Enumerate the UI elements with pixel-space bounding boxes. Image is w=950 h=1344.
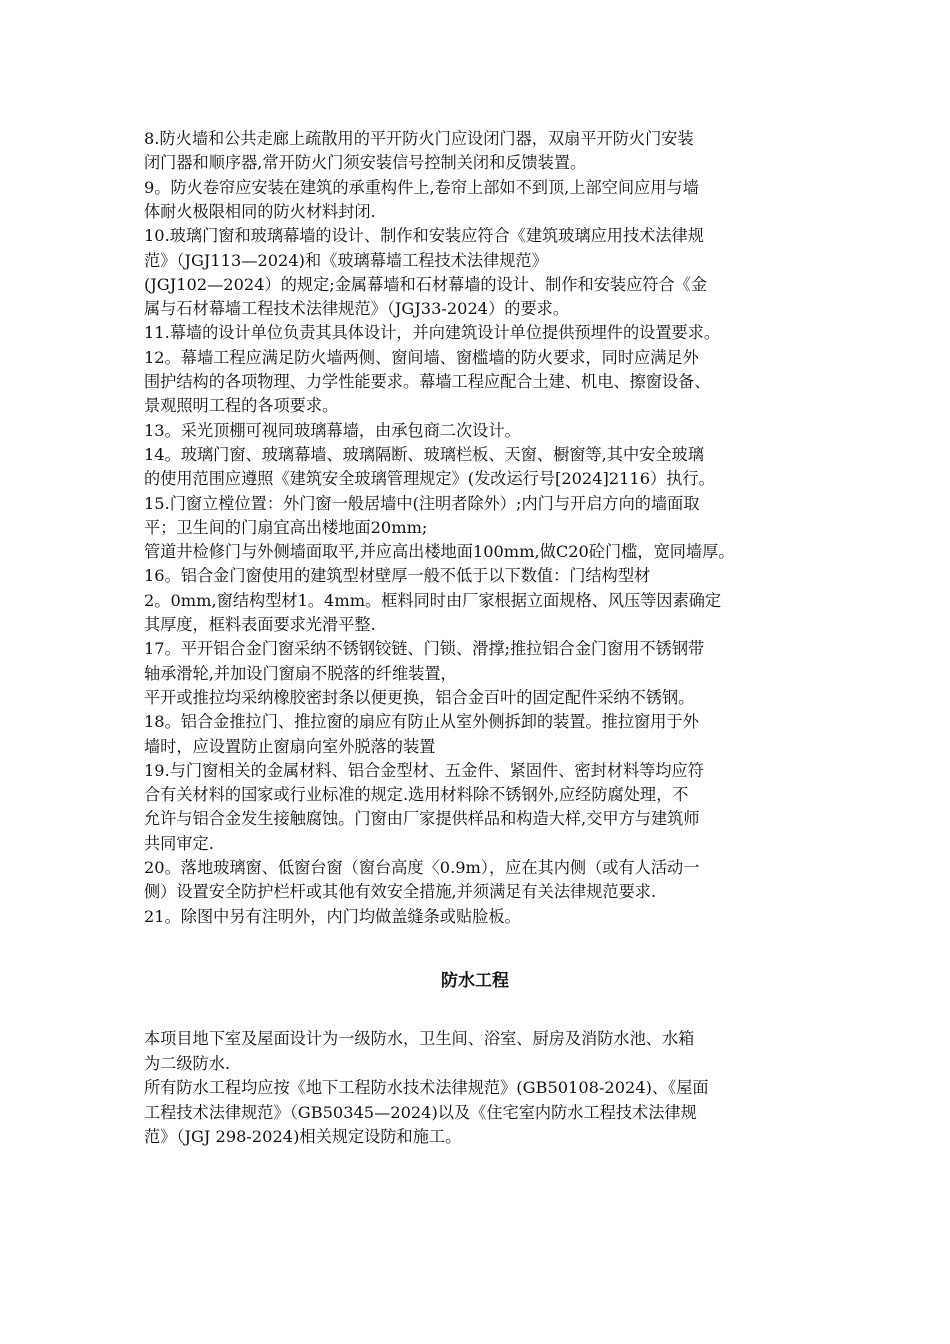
note-line: (JGJ102—2024）的规定;金属幕墙和石材幕墙的设计、制作和安装应符合《金 xyxy=(144,274,708,294)
note-line: 16。铝合金门窗使用的建筑型材壁厚一般不低于以下数值：门结构型材 xyxy=(144,566,651,586)
note-line: 18。铝合金推拉门、推拉窗的扇应有防止从室外侧拆卸的装置。推拉窗用于外 xyxy=(144,712,699,732)
note-line: 闭门器和顺序器,常开防火门须安装信号控制关闭和反馈装置。 xyxy=(144,153,587,173)
waterproofing-line: 范》（JGJ 298-2024)相关规定设防和施工。 xyxy=(144,1127,462,1146)
note-line: 轴承滑轮,并加设门窗扇不脱落的纤维装置， xyxy=(144,663,457,683)
waterproofing-line: 所有防水工程均应按《地下工程防水技术法律规范》(GB50108-2024)、《屋面 xyxy=(144,1078,709,1097)
note-line: 景观照明工程的各项要求。 xyxy=(144,396,339,416)
note-line: 的使用范围应遵照《建筑安全玻璃管理规定》(发改运行号[2024]2116）执行。 xyxy=(144,469,715,489)
note-line: 属与石材幕墙工程技术法律规范》（JGJ33-2024）的要求。 xyxy=(144,299,570,319)
section-heading-waterproofing: 防水工程 xyxy=(441,971,509,991)
note-line: 21。除图中另有注明外，内门均做盖缝条或贴脸板。 xyxy=(144,906,521,926)
note-line: 围护结构的各项物理、力学性能要求。幕墙工程应配合土建、机电、擦窗设备、 xyxy=(144,372,711,391)
note-line: 其厚度，框料表面要求光滑平整. xyxy=(144,615,376,634)
note-line: 9。防火卷帘应安装在建筑的承重构件上,卷帘上部如不到顶,上部空间应用与墙 xyxy=(144,177,699,197)
note-line: 范》（JGJ113—2024)和《玻璃幕墙工程技术法律规范》 xyxy=(144,250,548,270)
note-line: 平开或推拉均采纳橡胶密封条以便更换，铝合金百叶的固定配件采纳不锈钢。 xyxy=(144,687,695,707)
note-line: 20。落地玻璃窗、低窗台窗（窗台高度〈0.9m），应在其内侧（或有人活动一 xyxy=(144,858,700,877)
note-line: 墙时，应设置防止窗扇向室外脱落的装置 xyxy=(144,736,436,756)
note-line: 8.防火墙和公共走廊上疏散用的平开防火门应设闭门器，双扇平开防火门安装 xyxy=(144,129,694,148)
waterproofing-line: 为二级防水. xyxy=(144,1053,231,1073)
waterproofing-line: 本项目地下室及屋面设计为一级防水，卫生间、浴室、厨房及消防水池、水箱 xyxy=(144,1029,695,1048)
note-line: 管道井检修门与外侧墙面取平,并应高出楼地面100mm,做C20砼门槛，宽同墙厚。 xyxy=(144,542,735,562)
note-line: 14。玻璃门窗、玻璃幕墙、玻璃隔断、玻璃栏板、天窗、橱窗等,其中安全玻璃 xyxy=(144,444,704,464)
note-line: 共同审定. xyxy=(144,833,214,853)
note-line: 平；卫生间的门扇宜高出楼地面20mm; xyxy=(144,517,428,537)
note-line: 合有关材料的国家或行业标准的规定.选用材料除不锈钢外,应经防腐处理，不 xyxy=(144,785,689,805)
note-line: 12。幕墙工程应满足防火墙两侧、窗间墙、窗槛墙的防火要求，同时应满足外 xyxy=(144,347,699,367)
note-line: 10.玻璃门窗和玻璃幕墙的设计、制作和安装应符合《建筑玻璃应用技术法律规 xyxy=(144,226,704,246)
note-line: 15.门窗立樘位置：外门窗一般居墙中(注明者除外）;内门与开启方向的墙面取 xyxy=(144,493,700,513)
note-line: 11.幕墙的设计单位负责其具体设计，并向建筑设计单位提供预埋件的设置要求。 xyxy=(144,323,721,343)
note-line: 17。平开铝合金门窗采纳不锈钢铰链、门锁、滑撑;推拉铝合金门窗用不锈钢带 xyxy=(144,639,705,659)
note-line: 19.与门窗相关的金属材料、铝合金型材、五金件、紧固件、密封材料等均应符 xyxy=(144,760,704,780)
note-line: 2。0mm,窗结构型材1。4mm。框料同时由厂家根据立面规格、风压等因素确定 xyxy=(144,590,722,610)
note-line: 体耐火极限相同的防火材料封闭. xyxy=(144,201,376,221)
waterproofing-line: 工程技术法律规范》（GB50345—2024)以及《住宅室内防水工程技术法律规 xyxy=(144,1102,697,1122)
note-line: 侧）设置安全防护栏杆或其他有效安全措施,并须满足有关法律规范要求. xyxy=(144,882,657,902)
note-line: 13。采光顶棚可视同玻璃幕墙，由承包商二次设计。 xyxy=(144,420,521,440)
note-line: 允许与铝合金发生接触腐蚀。门窗由厂家提供样品和构造大样,交甲方与建筑师 xyxy=(144,809,700,829)
